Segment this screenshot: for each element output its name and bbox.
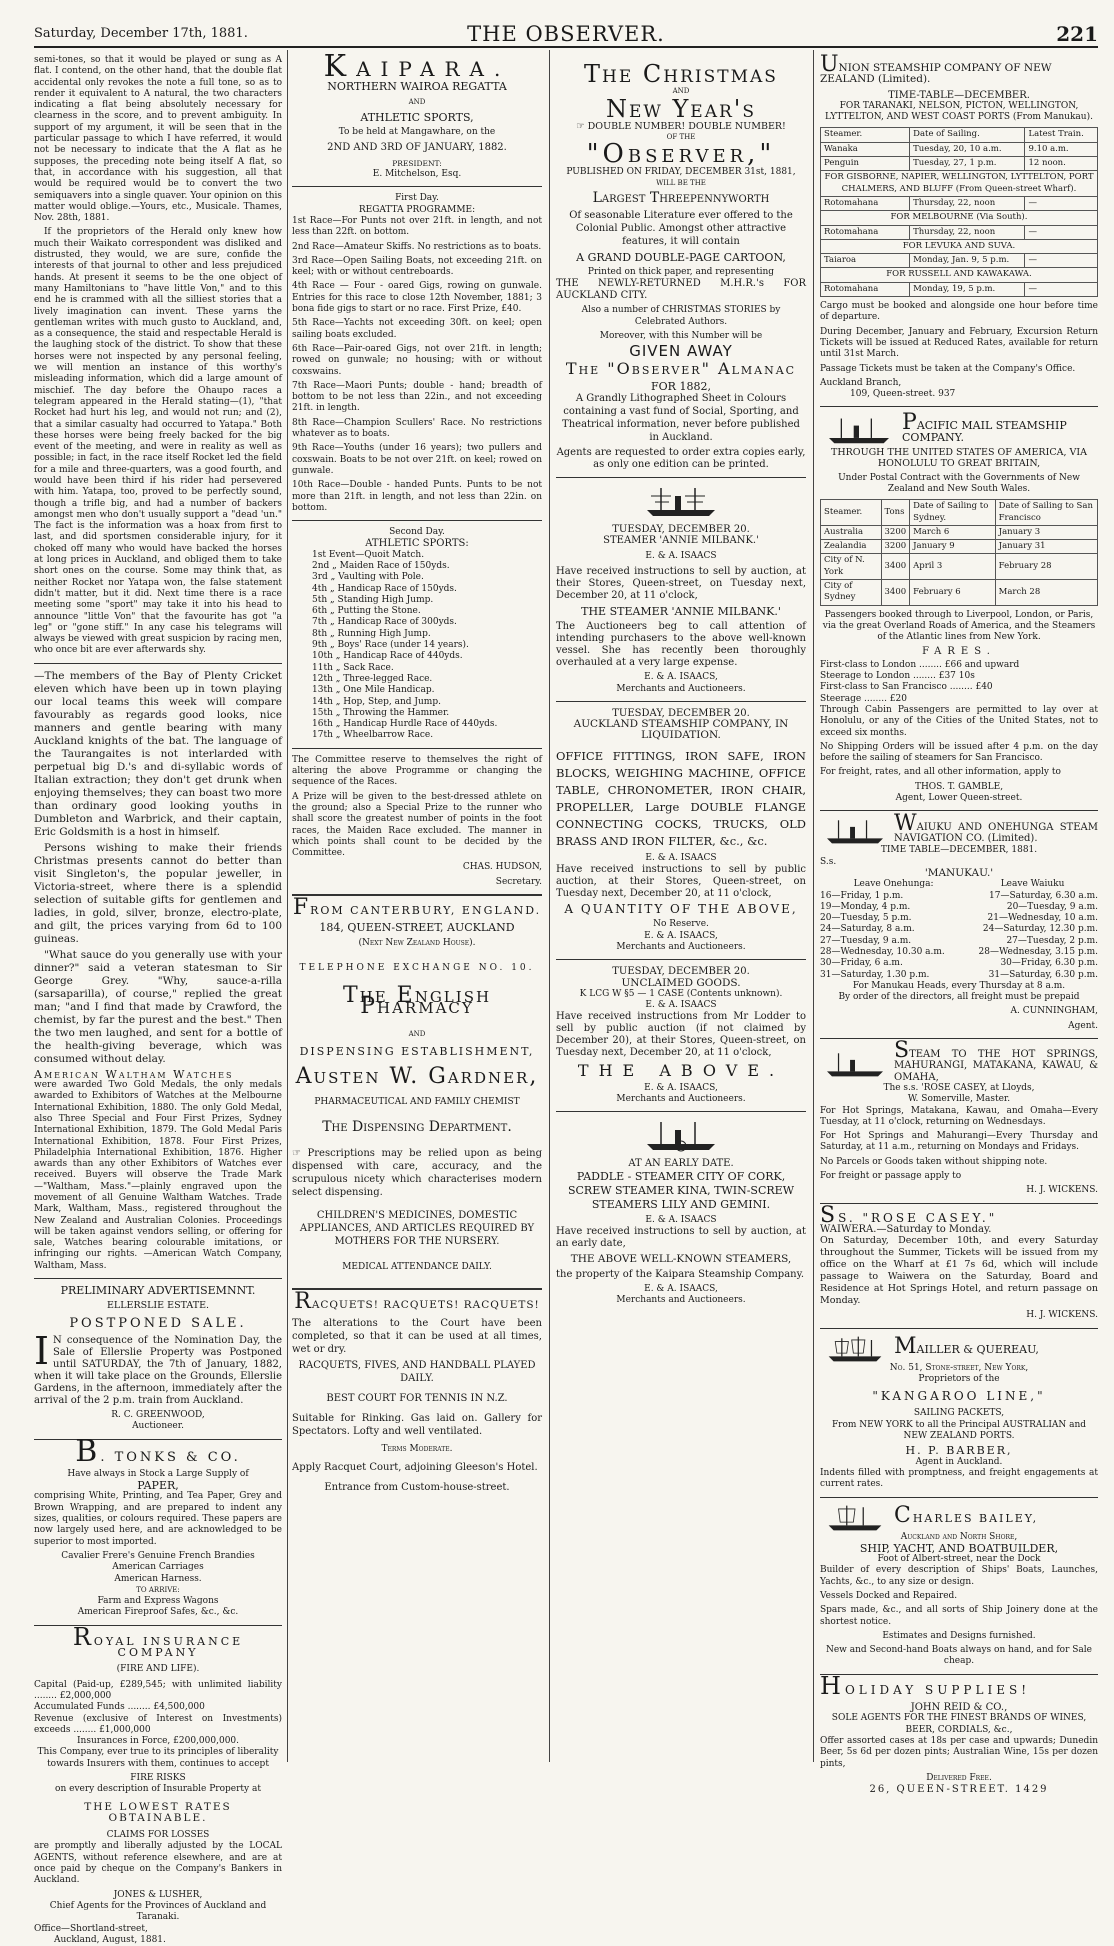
- sailing-ship-illustration: [820, 1504, 890, 1532]
- gisborne-route: FOR GISBORNE, NAPIER, WELLINGTON, LYTTELTON, PORT CHALMERS, AND BLUFF (From Queen-street Wharf).: [821, 171, 1098, 197]
- table-row: City of Sydney 3400 February 6 March 28: [821, 579, 1098, 605]
- union-heading: UNION STEAMSHIP COMPANY OF NEW ZEALAND (Limited).: [820, 52, 1052, 86]
- claims-heading: CLAIMS FOR LOSSES: [106, 1830, 210, 1841]
- pacific-mail-table: Steamer. Tons Date of Sailing to Sydney. Date of Sailing to San Francisco Australia 3200 March 6 January 3 Zealandia 3200 January 9 January 31 City of N. York 3400 April 3 February 28 City of Sydney 3400 February 6 March 28: [820, 499, 1098, 605]
- mailler-heading: MAILLER & QUEREAU,: [894, 1334, 1039, 1360]
- russell-route: FOR RUSSELL AND KAWAKAWA.: [821, 268, 1098, 282]
- divider: [556, 701, 806, 702]
- committee-note: The Committee reserve to themselves the right of altering the above Programme or changing the sequence of the Races.: [292, 754, 542, 788]
- events-list: [292, 550, 542, 742]
- event-item: 13th „ One Mile Handicap.: [312, 685, 435, 696]
- tonks-list: Cavalier Frere's Genuine French Brandies American Carriages American Harness. TO ARRIVE: Farm and Express Wagons American Fireproof Safes, &c., &c.: [61, 1550, 255, 1618]
- early-body: Have received instructions to sell by auction, at an early date,: [556, 1225, 806, 1249]
- pacific-heading: PACIFIC MAIL STEAMSHIP COMPANY.: [902, 410, 1067, 444]
- charles-heading: CHARLES BAILEY,: [894, 1503, 1039, 1529]
- schedule-row: 24—Saturday, 8 a.m. 24—Saturday, 12.30 p.m.: [820, 924, 1098, 935]
- divider: [556, 477, 806, 478]
- fire-risks-body: on every description of Insurable Property at: [55, 1784, 261, 1795]
- milbank-heading: STEAMER 'ANNIE MILBANK.': [603, 535, 759, 547]
- waiuku-heading-row: [820, 811, 1098, 845]
- published-date: PUBLISHED ON FRIDAY, DECEMBER 31st, 1881,: [566, 166, 796, 177]
- hot-springs-2: For Hot Springs and Mahurangi—Every Thursday and Saturday, at 11 a.m., returning on Mondays and Fridays.: [820, 1131, 1098, 1153]
- gamble-address: Agent, Lower Queen-street.: [895, 793, 1023, 804]
- dispensing-heading: DISPENSING ESTABLISHMENT,: [299, 1045, 535, 1059]
- divider: [292, 1288, 542, 1290]
- schedule-row: 27—Tuesday, 9 a.m. 27—Tuesday, 2 p.m.: [820, 935, 1098, 946]
- tonks-heading: B. TONKS & CO.: [75, 1433, 241, 1469]
- event-item: 9th „ Boys' Race (under 14 years).: [312, 640, 469, 651]
- held-at: To be held at Mangawhare, on the: [338, 127, 496, 138]
- through-usa: THROUGH THE UNITED STATES OF AMERICA, VIA HONOLULU TO GREAT BRITAIN,: [831, 447, 1087, 470]
- divider: [820, 1674, 1098, 1675]
- royal-figures: Capital (Paid-up, £289,545; with unlimited liability ........ £2,000,000 Accumulated Funds ........ £4,500,000 Revenue (exclusive of Interest on Investments) exceeds ........ £1,000,000 Insurances in Force, £200,000,000.: [34, 1679, 282, 1747]
- union-timetable-table: Steamer. Date of Sailing. Latest Train. Wanaka Tuesday, 20, 10 a.m. 9.10 a.m. Penguin Tuesday, 27, 1 p.m. 12 noon. FOR GISBORNE, NAPIER, WELLINGTON, LYTTELTON, PORT CHALMERS, AND BLUFF (From Queen-street Wharf). Rotomahana Thursday, 22, noon — FOR MELBOURNE (Via South). Rotomahana Thursday, 22, noon — FOR LEVUKA AND SUVA. Taiaroa Monday, Jan. 9, 5 p.m. — FOR RUSSELL AND KAWAKAWA. Rotomahana Monday, 19, 5 p.m. —: [820, 127, 1098, 297]
- event-item: 5th „ Standing High Jump.: [312, 594, 434, 605]
- steamship-illustration: [820, 1050, 890, 1078]
- levuka-route: FOR LEVUKA AND SUVA.: [821, 239, 1098, 253]
- ellerslie-heading: ELLERSLIE ESTATE.: [106, 1300, 210, 1312]
- column-4: [820, 52, 1098, 1796]
- observer-heading: "Observer,": [586, 139, 776, 170]
- auckland-steamship: AUCKLAND STEAMSHIP COMPANY, IN LIQUIDATION.: [573, 718, 789, 742]
- parcels-note: No Parcels or Goods taken without shipping note.: [820, 1156, 1048, 1167]
- literature-body: Of seasonable Literature ever offered to the Colonial Public. Amongst other attractive features, it will contain: [569, 209, 793, 247]
- race-item: 1st Race—For Punts not over 21ft. in length, and not less than 22ft. on bottom.: [292, 215, 542, 238]
- stories-line: Also a number of CHRISTMAS STORIES by Celebrated Authors.: [581, 305, 781, 327]
- divider: [292, 748, 542, 749]
- cargo-note: Cargo must be booked and alongside one hour before time of departure.: [820, 301, 1098, 323]
- boats-note: New and Second-hand Boats always on hand, and for Sale cheap.: [825, 1645, 1092, 1667]
- divider: [292, 520, 542, 521]
- event-item: 17th „ Wheelbarrow Race.: [312, 730, 434, 741]
- races-list: [292, 216, 542, 514]
- spars-note: Spars made, &c., and all sorts of Ship Joinery done at the shortest notice.: [820, 1605, 1098, 1627]
- cunningham-agent: Agent.: [1068, 1020, 1098, 1031]
- kaipara-heading: KAIPARA.: [323, 49, 511, 84]
- race-item: 9th Race—Youths (under 16 years); two pullers and coxswain. Boats to be not over 21ft. on keel; rowed on gunwale.: [292, 443, 542, 476]
- passage-note: Passage Tickets must be taken at the Company's Office.: [820, 363, 1076, 374]
- and-label: AND: [408, 97, 426, 106]
- divider: [34, 1625, 282, 1626]
- hudson-signature: CHAS. HUDSON,: [462, 862, 542, 873]
- president-name: E. Mitchelson, Esq.: [372, 169, 462, 180]
- isaacs-name: E. & A. ISAACS,: [644, 672, 718, 683]
- pacific-heading-row: [820, 410, 1098, 447]
- cricket-paragraph: —The members of the Bay of Plenty Cricket eleven which have been up in town playing our local teams this week will compare favourably as regards good looks, nice manners and gentle bearing with many Auckland knights of the bat. The language of the Taurangaites is not interlarded with perpetual big D.'s and di-syllabic words of Italian extraction; they don't get drunk when enjoying themselves; they can boast two more than ordinary good looking youths in Dumbleton and Warbrick, and their captain, Eric Goldsmith is a host in himself.: [34, 669, 282, 838]
- merchants-label: Merchants and Auctioneers.: [616, 1295, 746, 1306]
- isaacs-name: E. & A. ISAACS,: [644, 930, 718, 941]
- table-row: Australia 3200 March 6 January 3: [821, 525, 1098, 539]
- shipping-note: No Shipping Orders will be issued after 4 p.m. on the day before the sailing of steamers for San Francisco.: [820, 741, 1098, 764]
- athletic-heading: ATHLETIC SPORTS:: [365, 538, 469, 550]
- divider: [820, 1203, 1098, 1204]
- boatbuilder-heading: SHIP, YACHT, AND BOATBUILDER,: [859, 1541, 1059, 1555]
- column-2: [292, 49, 542, 1760]
- new-years-heading: New Year's: [605, 94, 757, 123]
- regatta-dates: 2ND AND 3RD OF JANUARY, 1882.: [327, 142, 507, 154]
- the-above: THE ABOVE.: [577, 1061, 785, 1081]
- office-date: Auckland, August, 1881.: [54, 1934, 166, 1945]
- issue-date: Saturday, December 17th, 1881.: [34, 26, 248, 41]
- fire-risks: FIRE RISKS: [130, 1772, 186, 1783]
- first-day: First Day.: [395, 193, 439, 204]
- taranaki-route: FOR TARANAKI, NELSON, PICTON, WELLINGTON, LYTTELTON, AND WEST COAST PORTS (From Manukau).: [825, 100, 1093, 123]
- kangaroo-line: "KANGAROO LINE,": [872, 1389, 1046, 1404]
- terms-line: Terms Moderate.: [381, 1444, 453, 1455]
- royal-body: This Company, ever true to its principles of liberality towards Insurers with them, continues to accept: [37, 1747, 279, 1769]
- column-divider: [287, 50, 288, 1762]
- hot-springs-1: For Hot Springs, Matakana, Kawau, and Omaha—Every Tuesday, at 11 o'clock, returning on Wednesdays.: [820, 1105, 1098, 1127]
- dispensing-body: ☞ Prescriptions may be relied upon as being dispensed with care, accuracy, and the scrupulous nicety which characterises modern select dispensing.: [292, 1148, 542, 1199]
- column-1: [34, 55, 282, 1945]
- waiuku-heading: WAIUKU AND ONEHUNGA STEAM NAVIGATION CO. (Limited).: [894, 811, 1098, 845]
- waiwera-body: On Saturday, December 10th, and every Saturday throughout the Summer, Tickets will be issued from my office on the Wharf at £1 7s 6d, which will include passage to Waiwera on the Saturday, Board and Residence at Hot Springs Hotel, and return passage on Monday.: [820, 1235, 1098, 1307]
- indents-note: Indents filled with promptness, and freight engagements at current rates.: [820, 1467, 1098, 1490]
- fittings-list: OFFICE FITTINGS, IRON SAFE, IRON BLOCKS, WEIGHING MACHINE, OFFICE TABLE, CHRONOMETER, IRON CHAIR, PROPELLER, Large DOUBLE FLANGE CONNECTING COCKS, TRUCKS, OLD BRASS AND IRON FILTER, &c., &c.: [556, 748, 806, 848]
- schedule-row: 30—Friday, 6 a.m. 30—Friday, 6.30 p.m.: [820, 958, 1098, 969]
- jones-subtitle: Chief Agents for the Provinces of Auckland and Taranaki.: [49, 1900, 267, 1923]
- race-item: 5th Race—Yachts not exceeding 30ft. on keel; open sailing boats excluded.: [292, 318, 542, 340]
- event-item: 6th „ Putting the Stone.: [312, 606, 421, 617]
- steam-heading-row: [820, 1038, 1098, 1083]
- somerville-master: W. Somerville, Master.: [907, 1094, 1011, 1105]
- for-1882: FOR 1882,: [651, 379, 711, 393]
- page-header: [34, 22, 1098, 48]
- nz-house: (Next New Zealand House).: [358, 937, 476, 948]
- offer-note: Offer assorted cases at 18s per case and upwards; Dunedin Beer, 5s 6d per dozen pints; Australian Wine, 15s per dozen pints,: [820, 1735, 1098, 1769]
- table-row: Zealandia 3200 January 9 January 31: [821, 540, 1098, 554]
- table-row: Penguin Tuesday, 27, 1 p.m. 12 noon.: [821, 157, 1098, 171]
- heads-note: For Manukau Heads, every Thursday at 8 a.m.: [852, 980, 1066, 991]
- cunningham-signature: A. CUNNINGHAM,: [1010, 1006, 1098, 1017]
- union-timetable: TIME-TABLE—DECEMBER.: [888, 89, 1030, 101]
- schedule-row: 31—Saturday, 1.30 p.m. 31—Saturday, 6.30 p.m.: [820, 969, 1098, 980]
- event-item: 2nd „ Maiden Race of 150yds.: [312, 560, 450, 571]
- event-item: 1st Event—Quoit Match.: [312, 549, 425, 560]
- agents-note: Agents are requested to order extra copies early, as only one edition can be printed.: [556, 447, 806, 471]
- cartoon-heading: A GRAND DOUBLE-PAGE CARTOON,: [576, 250, 786, 264]
- auctioneer-label: Auctioneer.: [132, 1421, 184, 1432]
- office-address: Office—Shortland-street,: [34, 1923, 148, 1934]
- english-pharmacy: The English Pharmacy: [342, 983, 492, 1020]
- pharmacy-address: 184, QUEEN-STREET, AUCKLAND: [319, 921, 515, 935]
- queen-street-address: 26, QUEEN-STREET. 1429: [869, 1784, 1049, 1796]
- rose-casey: The s.s. 'ROSE CASEY, at Lloyds,: [883, 1082, 1035, 1093]
- stone-street: No. 51, Stone-street, New York,: [889, 1362, 1029, 1373]
- preliminary-heading: PRELIMINARY ADVERTISEMNNT.: [60, 1284, 256, 1298]
- isaacs-name: E. & A. ISAACS: [645, 1214, 717, 1225]
- delivered-free: Delivered Free.: [926, 1772, 992, 1783]
- event-item: 8th „ Running High Jump.: [312, 628, 431, 639]
- given-away: GIVEN AWAY: [629, 342, 733, 361]
- secretary-label: Secretary.: [495, 876, 542, 887]
- fares-list: First-class to London ........ £66 and upward Steerage to London ........ £37 10s First-class to San Francisco ........ £40 Steerage ........ £20: [820, 659, 1020, 704]
- divider: [292, 186, 542, 187]
- austen-gardner: Austen W. Gardner,: [295, 1064, 539, 1090]
- kaipara-property: the property of the Kaipara Steamship Company.: [556, 1269, 805, 1281]
- apply-line: Apply Racquet Court, adjoining Gleeson's Hotel.: [292, 1462, 538, 1474]
- race-item: 7th Race—Maori Punts; double - hand; breadth of bottom to be not less than 22in., and not exceeding 21ft. in length.: [292, 380, 542, 414]
- race-item: 6th Race—Pair-oared Gigs, not over 21ft. in length; rowed on gunwale; no housing; with or without coxswains.: [292, 343, 542, 377]
- table-row: Rotomahana Thursday, 22, noon —: [821, 225, 1098, 239]
- postal-contract: Under Postal Contract with the Governments of New Zealand and New South Wales.: [838, 472, 1080, 494]
- dispensing-department: The Dispensing Department.: [322, 1118, 512, 1135]
- schedule-row: 19—Monday, 4 p.m. 20—Tuesday, 9 a.m.: [820, 901, 1098, 912]
- wickens-signature: H. J. WICKENS.: [1026, 1310, 1098, 1321]
- no-reserve: No Reserve.: [653, 919, 709, 930]
- page-number: 221: [1056, 22, 1098, 46]
- racquets-body: The alterations to the Court have been completed, so that it can be used at all times, wet or dry.: [292, 1317, 542, 1355]
- canterbury-heading: FROM CANTERBURY, ENGLAND.: [292, 895, 542, 920]
- event-item: 10th „ Handicap Race of 440yds.: [312, 651, 463, 662]
- sauce-paragraph: "What sauce do you generally use with your dinner?" said a veteran statesman to Sir George Grey. "Why, sauce-a-rilla (sarsaparilla), of course," replied the great man; "and I find that made by Crawford, the chemist, by far the purest and the best." Then the two men laughed, and sent for a bottle of the health-giving beverage, which was consumed without delay.: [34, 948, 282, 1065]
- from-new-york: From NEW YORK to all the Principal AUSTRALIAN and NEW ZEALAND PORTS.: [831, 1419, 1087, 1442]
- steamship-illustration: [820, 415, 898, 445]
- column-divider: [813, 50, 814, 1762]
- auckland-branch: Auckland Branch,: [820, 377, 902, 388]
- ss-label: S.s.: [820, 856, 837, 867]
- docked-note: Vessels Docked and Repaired.: [820, 1590, 958, 1601]
- albert-street: Foot of Albert-street, near the Dock: [877, 1554, 1041, 1565]
- herald-paragraph: If the proprietors of the Herald only knew how much their Waikato correspondent was disliked and distrusted, they would, we are sure, confide the interests of that journal to other and less prejudiced hands. At present it seems to be the one object of many Hamiltonians to "have little Von," and to this end he is crammed with all the silliest stories that a lively imagination can invent. These yarns the gentleman writes with much gusto to Auckland, and, as a consequence, the staid and respectable Herald is the laughing stock of the district. To show that these horses were not inspected by any personal feeling, we will mention an instance of this worthy's misleading information, which did a large amount of mischief. The day before the Ohaupo races a telegram appeared in the Herald stating—(1), "that Rocket had hurt his leg, and would not run; and (2), that a similar casualty had occurred to Yatapa." Both these horses were being freely backed for the big event of the meeting, and were in reality as well as possible; in fact, in the race itself Rocket led the field for a mile and three-quarters, was a good fourth, and would have been third if his rider had persevered with him. Yatapa, too, proved to be perfectly sound, though a trifle big, and had a number of backers amongst men who don't usually support a "dead 'un." The fact is the information was a hoax from first to last, and did sportsmen considerable injury, for it choked off many who would have backed the horses at long prices in Auckland, and obliged them to take short ones on the course. Some may think that, as neither Rocket nor Yatapa won, the false statement didn't matter, but it did. Next time there is a race meeting some "sport" may take it into his head to announce "little Von" that the favourite has got "a leg" or "gone stiff." In any case his telegrams will always be viewed with great suspicion by racing men, who once bit are ever afterwards shy.: [34, 227, 282, 656]
- event-item: 11th „ Sack Race.: [312, 662, 394, 673]
- tuesday-3: TUESDAY, DECEMBER 20.: [612, 966, 750, 978]
- steamship-illustration: [641, 484, 721, 518]
- divider: [820, 1038, 1098, 1039]
- excursion-note: During December, January and February, Excursion Return Tickets will be issued at Reduced Rates, available for return until 31st March.: [820, 326, 1098, 360]
- isaacs-name: E. & A. ISAACS: [645, 1000, 717, 1011]
- gamble-signature: THOS. T. GAMBLE,: [914, 781, 1004, 792]
- reid-heading: JOHN REID & CO.,: [910, 1702, 1008, 1714]
- quantity-heading: A QUANTITY OF THE ABOVE,: [564, 902, 798, 917]
- tennis-line: BEST COURT FOR TENNIS IN N.Z.: [326, 1392, 508, 1404]
- letter-continuation: semi-tones, so that it would be played or sung as A flat. I contend, on the other hand, that the double flat accidental only revokes the note a full tone, so as to render it equivalent to A natural, the two characters indicating a flat being absolutely necessary for clearness in the score, and to prevent ambiguity. In support of my argument, it will be seen that in the particular passage to which I have referred, it would not be necessary to indicate that the A flat as he supposes, the preceding note being itself A flat, so that, in accordance with his suggestion, all that would be required would be to convert the two semiquavers into a single quaver. Your opinion on this matter would oblige.—Yours, etc., Musicale. Thames, Nov. 28th, 1881.: [34, 55, 282, 224]
- and-label: AND: [672, 87, 690, 96]
- order-note: By order of the directors, all freight must be prepaid: [838, 992, 1080, 1003]
- almanac-body: A Grandly Lithographed Sheet in Colours containing a vast fund of Social, Sporting, and Theatrical information, never before published in Auckland.: [562, 393, 800, 444]
- will-be: WILL BE THE: [656, 179, 706, 188]
- steamer-body: The Auctioneers beg to call attention of intending purchasers to the above well-known vessel. She has recently been thoroughly overhauled at a very large expense.: [556, 621, 806, 669]
- schedule-row: 16—Friday, 1 p.m. 17—Saturday, 6.30 a.m.: [820, 890, 1098, 901]
- event-item: 4th „ Handicap Race of 150yds.: [312, 583, 457, 594]
- divider: [34, 1278, 282, 1279]
- race-item: 10th Race—Double - handed Punts. Punts to be not more than 21ft. in length, and not less than 22in. on bottom.: [292, 480, 542, 513]
- sole-agents: SOLE AGENTS FOR THE FINEST BRANDS OF WINES, BEER, CORDIALS, &c.,: [831, 1713, 1087, 1735]
- second-day: Second Day.: [389, 527, 445, 538]
- event-item: 15th „ Throwing the Hammer.: [312, 707, 450, 718]
- race-item: 4th Race — Four - oared Gigs, rowing on gunwale. Entries for this race to close 12th November, 1881; 3 bona fide gigs to start or no race. First Prize, £40.: [292, 281, 542, 315]
- lodder-body: Have received instructions from Mr Lodder to sell by public auction (if not claimed by December 20), at their Stores, Queen-street, on Tuesday next, December 20, at 11 o'clock,: [556, 1011, 806, 1059]
- waiwera-heading: WAIWERA.—Saturday to Monday.: [820, 1223, 992, 1235]
- divider: [556, 1111, 806, 1112]
- divider: [820, 406, 1098, 407]
- divider: [34, 1439, 282, 1440]
- mailler-heading-row: [820, 1335, 1098, 1363]
- jones-signature: JONES & LUSHER,: [113, 1889, 203, 1900]
- builder-note: Builder of every description of Ships' Boats, Launches, Yachts, &c., to any size or design.: [820, 1565, 1098, 1587]
- divider: [292, 894, 542, 896]
- wickens-signature: H. J. WICKENS.: [1026, 1185, 1098, 1196]
- column-3: [556, 55, 806, 1760]
- singleton-paragraph: Persons wishing to make their friends Christmas presents cannot do better than visit Singleton's, the popular jeweller, in Victoria-street, where there is a splendid selection of suitable gifts for gentlemen and ladies, in gold, silver, bronze, electro-plate, and gilt, the prices varying from 6d to 100 guineas.: [34, 841, 282, 945]
- paper-heading: PAPER,: [137, 1479, 179, 1493]
- claims-body: are promptly and liberally adjusted by the LOCAL AGENTS, without reference elsewhere, and are at once paid by cheque on the Company's Bankers in Auckland.: [34, 1841, 282, 1886]
- tuesday-2: TUESDAY, DECEMBER 20.: [612, 707, 750, 719]
- public-auction-body: Have received instructions to sell by public auction, at their Stores, Queen-street, on Tuesday next, December 20, at 11 o'clock,: [556, 864, 806, 900]
- steam-heading: STEAM TO THE HOT SPRINGS, MAHURANGI, MATAKANA, KAWAU, & OMAHA,: [894, 1038, 1098, 1083]
- royal-heading: ROYAL INSURANCE COMPANY: [72, 1622, 244, 1660]
- christmas-heading: The Christmas: [584, 60, 778, 88]
- proprietors-label: Proprietors of the: [918, 1373, 1000, 1384]
- entrance-line: Entrance from Custom-house-street.: [324, 1482, 510, 1494]
- racquets-heading: RACQUETS! RACQUETS! RACQUETS!: [294, 1288, 540, 1314]
- freight-apply: For freight or passage apply to: [820, 1171, 962, 1182]
- table-row: Rotomahana Monday, 19, 5 p.m. —: [821, 282, 1098, 296]
- milbank-body: Have received instructions to sell by auction, at their Stores, Queen-street, on Tuesday next, December 20, at 11 o'clock,: [556, 565, 806, 601]
- tuesday-1: TUESDAY, DECEMBER 20.: [612, 524, 750, 536]
- barber-agent: Agent in Auckland.: [915, 1456, 1003, 1467]
- divider: [820, 1328, 1098, 1329]
- sports-heading: ATHLETIC SPORTS,: [360, 110, 474, 124]
- sailing-ship-illustration: [820, 1335, 890, 1363]
- schedule-list: [820, 891, 1098, 981]
- well-known-steamers: THE ABOVE WELL-KNOWN STEAMERS,: [570, 1252, 792, 1265]
- medical-attendance: MEDICAL ATTENDANCE DAILY.: [342, 1262, 492, 1273]
- race-item: 3rd Race—Open Sailing Boats, not exceeding 21ft. on keel; with or without centreboards.: [292, 255, 542, 278]
- rinking-line: Suitable for Rinking. Gas laid on. Gallery for Spectators. Lofty and well ventilated.: [292, 1413, 542, 1438]
- greenwood-signature: R. C. GREENWOOD,: [111, 1409, 205, 1420]
- case-line: K LCG W §5 — 1 CASE (Contents unknown).: [579, 988, 783, 999]
- charles-heading-row: [820, 1504, 1098, 1532]
- of-the: OF THE: [666, 133, 696, 142]
- liverpool-note: Passengers booked through to Liverpool, London, or Paris, via the great Overland Roads of America, and the Steamers of the Atlantic lines from New York.: [822, 609, 1096, 643]
- merchants-label: Merchants and Auctioneers.: [616, 683, 746, 694]
- isaacs-name: E. & A. ISAACS,: [644, 1082, 718, 1093]
- column-divider: [549, 50, 550, 1762]
- postponed-body: I N consequence of the Nomination Day, the Sale of Ellerslie Property was Postponed until SATURDAY, the 7th of January, 1882, when it will take place on the Grounds, Ellerslie Gardens, in the afternoon, immediately after the arrival of the 2 p.m. train from Auckland.: [34, 1328, 282, 1406]
- steamship-illustration: [641, 1118, 721, 1152]
- north-shore: Auckland and North Shore,: [900, 1531, 1018, 1542]
- regatta-heading: NORTHERN WAIROA REGATTA: [327, 80, 507, 94]
- divider: [34, 663, 282, 664]
- event-item: 3rd „ Vaulting with Pole.: [312, 572, 424, 583]
- auckland-branch-address: 109, Queen-street. 937: [850, 389, 956, 400]
- regatta-programme: REGATTA PROGRAMME:: [358, 204, 476, 215]
- isaacs-name: E. & A. ISAACS,: [644, 1284, 718, 1295]
- childrens-medicines: CHILDREN'S MEDICINES, DOMESTIC APPLIANCES, AND ARTICLES REQUIRED BY MOTHERS FOR THE NURSERY.: [299, 1210, 535, 1248]
- melbourne-route: FOR MELBOURNE (Via South).: [821, 211, 1098, 225]
- divider: [556, 959, 806, 960]
- waltham-heading: American Waltham Watches: [34, 1067, 234, 1081]
- postponed-heading: POSTPONED SALE.: [69, 1315, 247, 1331]
- merchants-label: Merchants and Auctioneers.: [616, 941, 746, 952]
- mhrs-line: THE NEWLY-RETURNED M.H.R.'s FOR AUCKLAND CITY.: [556, 278, 806, 302]
- event-item: 12th „ Three-legged Race.: [312, 673, 433, 684]
- cabin-note: Through Cabin Passengers are permitted to lay over at Honolulu, or any of the Cities of the United States, not to exceed six months.: [820, 704, 1098, 738]
- holiday-heading: HOLIDAY SUPPLIES!: [820, 1671, 1031, 1700]
- waiuku-timetable: TIME TABLE—DECEMBER, 1881.: [880, 845, 1038, 856]
- president-label: PRESIDENT:: [392, 158, 442, 168]
- waltham-paragraph: were awarded Two Gold Medals, the only medals awarded to Exhibitors of Watches at the Melbourne International Exhibition, 1880. The only Gold Medal, also Three Special and Four First Prizes, Sydney International Exhibition, 1879. The Gold Medal Paris International Exhibition, 1878. Four First Prizes, Philadelphia International Exhibition, 1876. Higher awards than any other Exhibitors of Watches ever received. Buyers will observe the Trade Mark—"Waltham, Mass."—plainly engraved upon the movement of all Genuine Waltham Watches. Trade Mark, Waltham, Mass., registered throughout the New Zealand and Australian Colonies. Proceedings will be taken against vendors selling, or offering for sale, Watches bearing colourable imitations, or infringing our rights. —American Watch Company, Waltham, Mass.: [34, 1080, 282, 1271]
- steamship-illustration: [820, 817, 890, 845]
- barber-signature: H. P. BARBER,: [905, 1444, 1013, 1458]
- isaacs-name: E. & A. ISAACS: [645, 550, 717, 561]
- table-row: Taiaroa Monday, Jan. 9, 5 p.m. —: [821, 254, 1098, 268]
- thick-paper: Printed on thick paper, and representing: [587, 266, 775, 277]
- almanac-heading: The "Observer" Almanac: [565, 359, 797, 379]
- event-item: 14th „ Hop, Step, and Jump.: [312, 696, 441, 707]
- unclaimed-goods: UNCLAIMED GOODS.: [621, 976, 741, 989]
- double-number: ☞ DOUBLE NUMBER! DOUBLE NUMBER!: [576, 120, 786, 132]
- isaacs-name: E. & A. ISAACS: [645, 852, 717, 863]
- prize-note: A Prize will be given to the best-dressed athlete on the ground; also a Special Prize to the runner who shall score the greatest number of points in the foot races, the Maiden Race excluded. The manner in which points shall count to be decided by the Committee.: [292, 791, 542, 859]
- event-item: 16th „ Handicap Hurdle Race of 440yds.: [312, 719, 498, 730]
- schedule-row: 28—Wednesday, 10.30 a.m. 28—Wednesday, 3.15 p.m.: [820, 947, 1098, 957]
- estimates-note: Estimates and Designs furnished.: [882, 1630, 1036, 1641]
- tonks-body: comprising White, Printing, and Tea Paper, Grey and Brown Wrapping, and are prepared to indent any sizes, qualities, or colours required. These papers are now largely used here, and are acknowledged to be superior to most imported.: [34, 1491, 282, 1547]
- early-date: AT AN EARLY DATE.: [628, 1158, 734, 1170]
- tonks-stock: Have always in Stock a Large Supply of: [67, 1468, 249, 1479]
- lowest-rates: THE LOWEST RATES OBTAINABLE.: [84, 1800, 232, 1824]
- divider: [820, 810, 1098, 811]
- masthead-title: THE OBSERVER.: [467, 22, 665, 46]
- merchants-label: Merchants and Auctioneers.: [616, 1093, 746, 1104]
- telephone: TELEPHONE EXCHANGE NO. 10.: [299, 962, 535, 973]
- paddle-steamer: PADDLE - STEAMER CITY OF CORK, SCREW STEAMER KINA, TWIN-SCREW STEAMERS LILY AND GEMINI.: [567, 1169, 794, 1211]
- fares-heading: FARES.: [922, 646, 996, 658]
- moreover-line: Moreover, with this Number will be: [599, 330, 763, 341]
- race-item: 2nd Race—Amateur Skiffs. No restrictions as to boats.: [292, 241, 542, 252]
- royal-subheading: (FIRE AND LIFE).: [116, 1664, 200, 1675]
- pharmaceutical-chemist: PHARMACEUTICAL AND FAMILY CHEMIST: [314, 1096, 520, 1107]
- event-item: 7th „ Handicap Race of 300yds.: [312, 617, 457, 628]
- manukau-heading: 'MANUKAU.': [924, 866, 994, 879]
- largest-threepennyworth: Largest Threepennyworth: [592, 190, 770, 207]
- schedule-header: Leave Onehunga: Leave Waiuku: [853, 879, 1065, 890]
- sailing-packets: SAILING PACKETS,: [913, 1408, 1005, 1419]
- race-item: 8th Race—Champion Scullers' Race. No restrictions whatever as to boats.: [292, 417, 542, 440]
- steamer-heading: THE STEAMER 'ANNIE MILBANK.': [581, 604, 781, 618]
- freight-note: For freight, rates, and all other information, apply to: [820, 767, 1061, 778]
- and-label-2: AND: [408, 1029, 426, 1038]
- rose-casey-heading: SS. "ROSE CASEY.": [820, 1202, 998, 1228]
- divider: [820, 1497, 1098, 1498]
- fives-line: RACQUETS, FIVES, AND HANDBALL PLAYED DAILY.: [298, 1359, 536, 1384]
- schedule-row: 20—Tuesday, 5 p.m. 21—Wednesday, 10 a.m.: [820, 913, 1098, 924]
- table-row: Wanaka Tuesday, 20, 10 a.m. 9.10 a.m.: [821, 142, 1098, 156]
- table-row: Rotomahana Thursday, 22, noon —: [821, 196, 1098, 210]
- table-row: City of N. York 3400 April 3 February 28: [821, 554, 1098, 580]
